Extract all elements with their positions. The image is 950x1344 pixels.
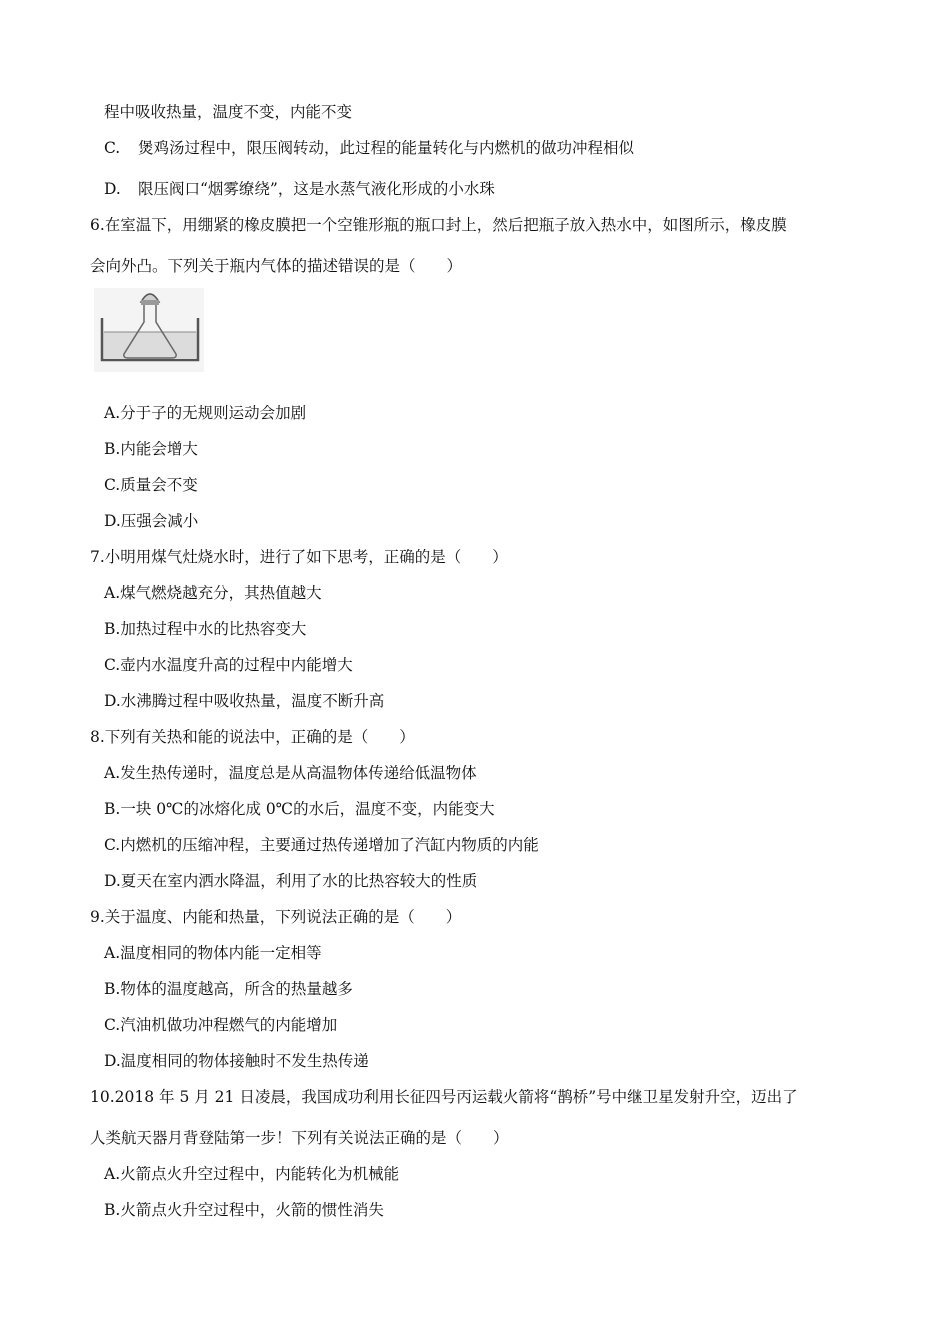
- prev-question-continuation: 程中吸收热量，温度不变，内能不变: [104, 103, 353, 121]
- question-7-option-b: B.加热过程中水的比热容变大: [104, 620, 307, 638]
- question-8-stem: 8.下列有关热和能的说法中，正确的是（ ）: [90, 728, 415, 746]
- question-7-stem: 7.小明用煤气灶烧水时，进行了如下思考，正确的是（ ）: [90, 548, 508, 566]
- question-8-option-a: A.发生热传递时，温度总是从高温物体传递给低温物体: [104, 764, 477, 782]
- question-6-option-b: B.内能会增大: [104, 440, 198, 458]
- question-10-stem-line2: 人类航天器月背登陆第一步！下列有关说法正确的是（ ）: [90, 1129, 509, 1147]
- question-6-stem-line1: 6.在室温下，用绷紧的橡皮膜把一个空锥形瓶的瓶口封上，然后把瓶子放入热水中，如图所示，橡皮膜: [90, 216, 787, 234]
- option-text: 限压阀口“烟雾缭绕”，这是水蒸气液化形成的小水珠: [138, 180, 495, 198]
- question-6-option-d: D.压强会减小: [104, 512, 199, 530]
- question-8-option-c: C.内燃机的压缩冲程，主要通过热传递增加了汽缸内物质的内能: [104, 836, 539, 854]
- question-9-option-b: B.物体的温度越高，所含的热量越多: [104, 980, 353, 998]
- question-6-option-a: A.分于子的无规则运动会加剧: [104, 404, 307, 422]
- flask-in-water-figure: [94, 288, 204, 372]
- question-9-option-a: A.温度相同的物体内能一定相等: [104, 944, 322, 962]
- question-9-option-d: D.温度相同的物体接触时不发生热传递: [104, 1052, 369, 1070]
- question-7-option-d: D.水沸腾过程中吸收热量，温度不断升高: [104, 692, 385, 710]
- option-text: 煲鸡汤过程中，限压阀转动，此过程的能量转化与内燃机的做功冲程相似: [138, 139, 635, 157]
- prev-option-c: [104, 138, 634, 158]
- question-9-option-c: C.汽油机做功冲程燃气的内能增加: [104, 1016, 338, 1034]
- question-6-stem-line2: 会向外凸。下列关于瓶内气体的描述错误的是（ ）: [90, 257, 463, 275]
- option-letter: C.: [104, 139, 121, 157]
- option-letter: D.: [104, 180, 121, 198]
- question-6-option-c: C.质量会不变: [104, 476, 198, 494]
- prev-option-d: [104, 179, 495, 199]
- question-9-stem: 9.关于温度、内能和热量，下列说法正确的是（ ）: [90, 908, 462, 926]
- question-7-option-c: C.壶内水温度升高的过程中内能增大: [104, 656, 353, 674]
- question-10-stem-line1: 10.2018 年 5 月 21 日凌晨，我国成功利用长征四号丙运载火箭将“鹊桥”号中继卫星发射升空，迈出了: [90, 1088, 798, 1106]
- question-8-option-b: B.一块 0℃的冰熔化成 0℃的水后，温度不变，内能变大: [104, 800, 495, 818]
- question-8-option-d: D.夏天在室内洒水降温，利用了水的比热容较大的性质: [104, 872, 478, 890]
- question-10-option-b: B.火箭点火升空过程中，火箭的惯性消失: [104, 1201, 384, 1219]
- question-10-option-a: A.火箭点火升空过程中，内能转化为机械能: [104, 1165, 400, 1183]
- question-7-option-a: A.煤气燃烧越充分，其热值越大: [104, 584, 322, 602]
